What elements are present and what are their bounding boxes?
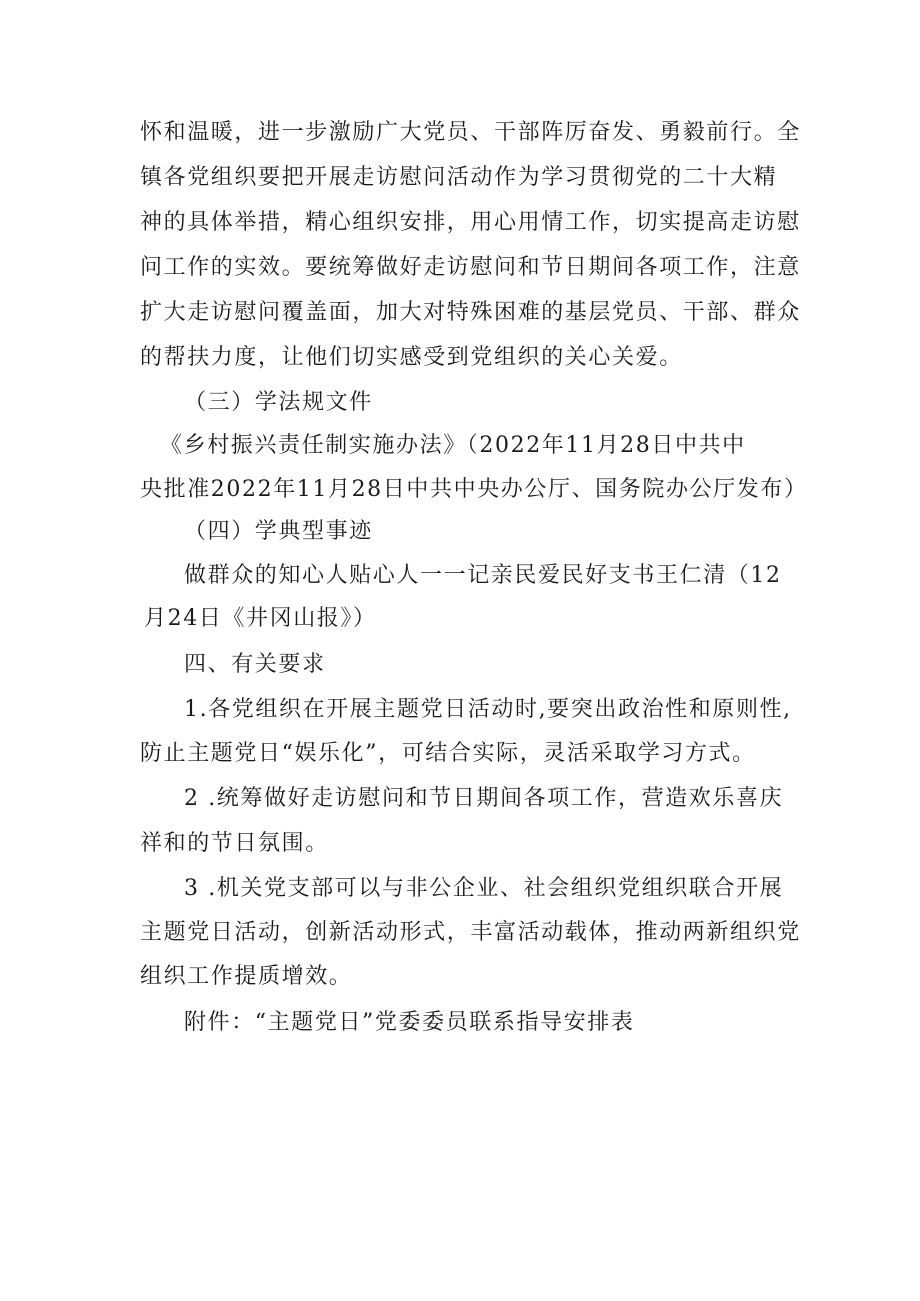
body-text-line: 镇各党组织要把开展走访慰问活动作为学习贯彻党的二十大精 [140,165,778,190]
list-item-line: 祥和的节日氛围。 [140,831,329,856]
section-heading: 四、有关要求 [184,652,326,677]
body-text-line: 做群众的知心人贴心人一一记亲民爱民好支书王仁清（12 [184,563,782,588]
body-text-line: 央批准2022年11月28日中共中央办公厅、国务院办公厅发布） [140,477,808,502]
body-text-line: 的帮扶力度，让他们切实感受到党组织的关心关爱。 [140,345,683,370]
body-text-line: 《乡村振兴责任制实施办法》（2022年11月28日中共中 [160,433,746,458]
list-item-line: 防止主题党日“娱乐化”，可结合实际，灵活采取学习方式。 [140,741,756,766]
list-item-line: 3 .机关党支部可以与非公企业、社会组织党组织联合开展 [184,876,784,901]
list-item-line: 主题党日活动，创新活动形式，丰富活动载体，推动两新组织党 [140,920,801,945]
section-heading: （三）学法规文件 [184,390,373,415]
body-text-line: 扩大走访慰问覆盖面，加大对特殊困难的基层党员、干部、群众 [140,300,801,325]
list-item-line: 1.各党组织在开展主题党日活动时,要突出政治性和原则性, [184,697,792,722]
body-text-line: 怀和温暖，进一步激励广大党员、干部阵厉奋发、勇毅前行。全 [140,120,801,145]
attachment-line: 附件：“主题党日”党委委员联系指导安排表 [184,1010,635,1035]
body-text-line: 月24日《井冈山报》） [144,606,377,631]
body-text-line: 神的具体举措，精心组织安排，用心用情工作，切实提高走访慰 [140,210,801,235]
section-heading: （四）学典型事迹 [184,519,373,544]
list-item-line: 2 .统筹做好走访慰问和节日期间各项工作，营造欢乐喜庆 [184,786,784,811]
list-item-line: 组织工作提质增效。 [140,964,353,989]
body-text-line: 问工作的实效。要统筹做好走访慰问和节日期间各项工作，注意 [140,255,801,280]
